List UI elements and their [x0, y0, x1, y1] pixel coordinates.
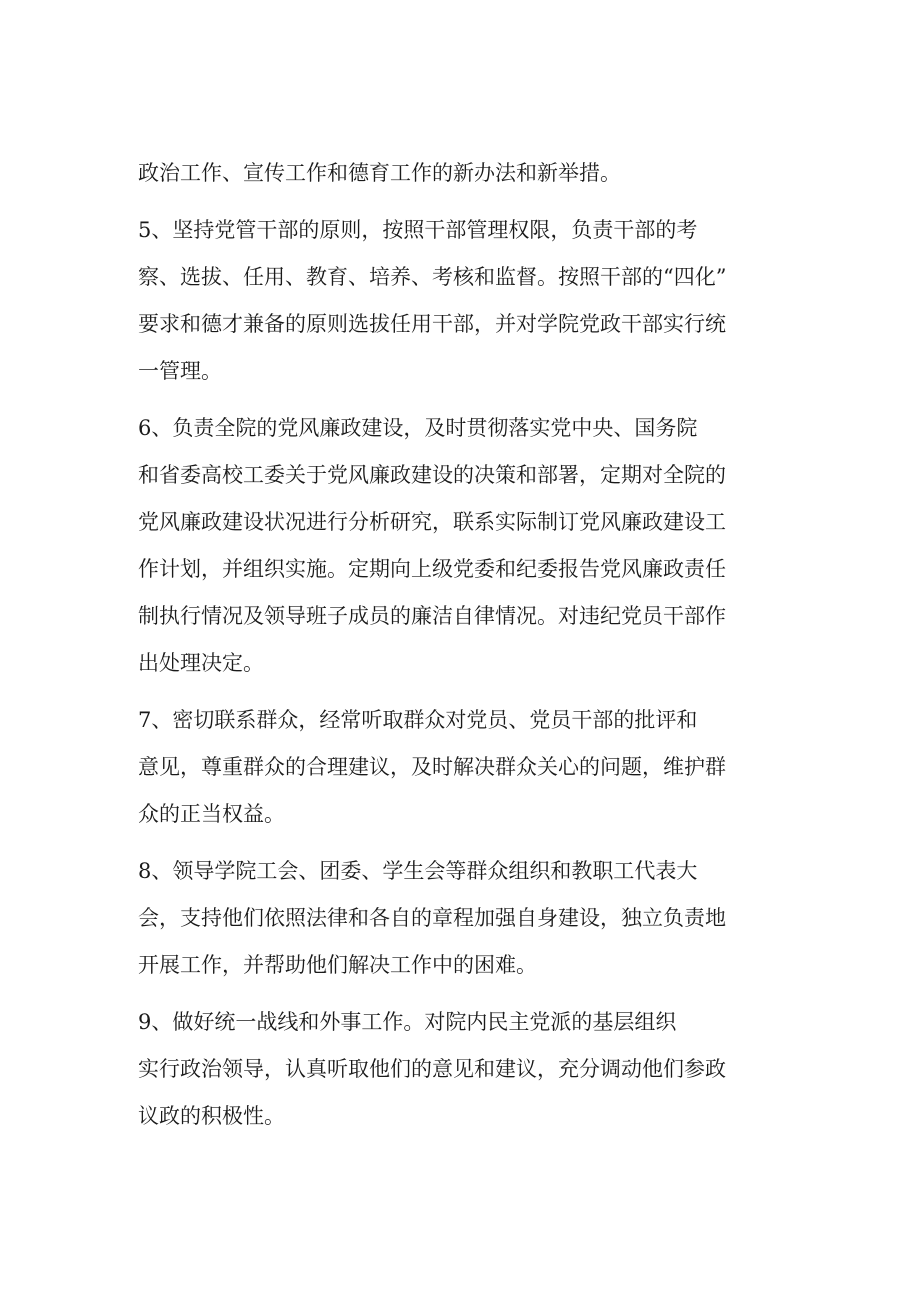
list-item-6: 6、负责全院的党风廉政建设，及时贯彻落实党中央、国务院 和省委高校工委关于党风廉政建设的决策和部署，定期对全院的 党风廉政建设状况进行分析研究，联系实际制订党风廉政建设工 作计划，并组织实施。定期向上级党委和纪委报告党风廉政责任 制执行情况及领导班子成员的廉洁自律情况。对违纪党员干部作 出处理决定。 [138, 416, 726, 675]
list-item-9: 9、做好统一战线和外事工作。对院内民主党派的基层组织 实行政治领导，认真听取他们的意见和建议，充分调动他们参政 议政的积极性。 [138, 1010, 726, 1128]
document-body [138, 150, 788, 1150]
list-item-5: 5、坚持党管干部的原则，按照干部管理权限，负责干部的考 察、选拔、任用、教育、培养、考核和监督。按照干部的“四化” 要求和德才兼备的原则选拔任用干部，并对学院党政干部实行统 一管理。 [138, 218, 727, 383]
list-item-8: 8、领导学院工会、团委、学生会等群众组织和教职工代表大 会，支持他们依照法律和各自的章程加强自身建设，独立负责地 开展工作，并帮助他们解决工作中的困难。 [138, 859, 726, 977]
paragraph-continuation: 政治工作、宣传工作和德育工作的新办法和新举措。 [138, 161, 621, 185]
list-item-7: 7、密切联系群众，经常听取群众对党员、党员干部的批评和 意见，尊重群众的合理建议，及时解决群众关心的问题，维护群 众的正当权益。 [138, 708, 726, 826]
